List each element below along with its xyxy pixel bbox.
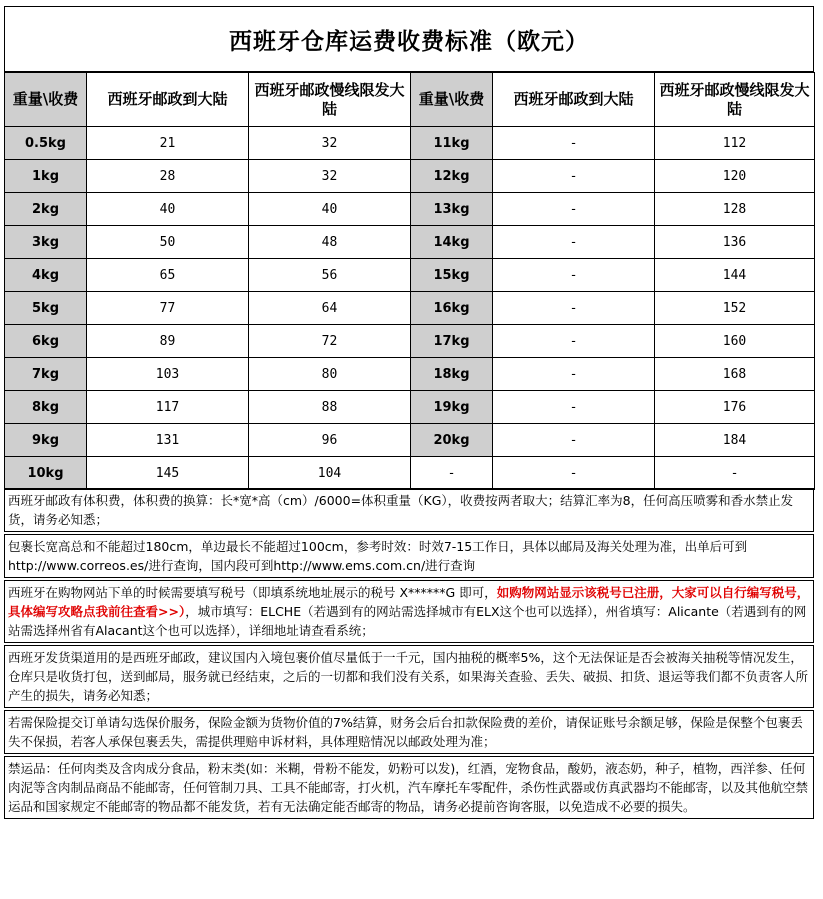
price-cell: - <box>493 391 655 424</box>
price-cell: 28 <box>87 160 249 193</box>
header-express-left: 西班牙邮政到大陆 <box>87 73 249 127</box>
price-cell: 120 <box>655 160 815 193</box>
table-row <box>5 292 815 325</box>
price-cell: 176 <box>655 391 815 424</box>
note-customs: 西班牙发货渠道用的是西班牙邮政，建议国内入境包裹价值尽量低于一千元，国内抽税的概率5%，这个无法保证是否会被海关抽税等情况发生，仓库只是收货打包，送到邮局，服务就已经结束，之后的一切都和我们没有关系，如果海关查验、丢失、破损、扣货、退运等我们都不负责客人所产生的损失，请务必知悉； <box>4 645 814 708</box>
price-cell: 104 <box>249 457 411 490</box>
weight-cell: 15kg <box>411 259 493 292</box>
table-row <box>5 127 815 160</box>
price-cell: 80 <box>249 358 411 391</box>
price-cell: 65 <box>87 259 249 292</box>
price-cell: 144 <box>655 259 815 292</box>
table-header-row <box>5 73 815 127</box>
weight-cell: 10kg <box>5 457 87 490</box>
notes-section <box>4 488 814 819</box>
price-cell: 117 <box>87 391 249 424</box>
table-row <box>5 193 815 226</box>
price-cell: 77 <box>87 292 249 325</box>
tax-id-guide-link[interactable]: 如购物网站显示该税号已注册，大家可以自行编写税号，具体编写攻略点我前往查看>>） <box>8 585 810 619</box>
price-cell: 112 <box>655 127 815 160</box>
weight-cell: - <box>411 457 493 490</box>
weight-cell: 16kg <box>411 292 493 325</box>
table-row <box>5 391 815 424</box>
note-insurance: 若需保险提交订单请勾选保价服务，保险金额为货物价值的7%结算，财务会后台扣款保险费的差价，请保证账号余额足够，保险是保整个包裹丢失不保损，若客人承保包裹丢失，需提供理赔申诉材料，具体理赔情况以邮政处理为准； <box>4 710 814 754</box>
price-cell: - <box>493 457 655 490</box>
weight-cell: 19kg <box>411 391 493 424</box>
price-cell: 56 <box>249 259 411 292</box>
header-slow-right: 西班牙邮政慢线限发大陆 <box>655 73 815 127</box>
price-cell: 184 <box>655 424 815 457</box>
weight-cell: 2kg <box>5 193 87 226</box>
table-row <box>5 424 815 457</box>
table-row <box>5 457 815 490</box>
header-slow-left: 西班牙邮政慢线限发大陆 <box>249 73 411 127</box>
weight-cell: 1kg <box>5 160 87 193</box>
price-cell: 128 <box>655 193 815 226</box>
header-weight-left: 重量\收费 <box>5 73 87 127</box>
price-cell: 50 <box>87 226 249 259</box>
weight-cell: 8kg <box>5 391 87 424</box>
weight-cell: 6kg <box>5 325 87 358</box>
weight-cell: 9kg <box>5 424 87 457</box>
price-cell: 168 <box>655 358 815 391</box>
weight-cell: 18kg <box>411 358 493 391</box>
table-row <box>5 325 815 358</box>
price-cell: 103 <box>87 358 249 391</box>
price-cell: - <box>655 457 815 490</box>
weight-cell: 5kg <box>5 292 87 325</box>
price-cell: - <box>493 325 655 358</box>
note-size-limit: 包裹长宽高总和不能超过180cm，单边最长不能超过100cm，参考时效：时效7-15工作日，具体以邮局及海关处理为准，出单后可到http://www.correos.es/进行查询，国内段可到http://www.ems.com.cn/进行查询 <box>4 534 814 578</box>
weight-cell: 14kg <box>411 226 493 259</box>
price-cell: - <box>493 193 655 226</box>
price-cell: 32 <box>249 127 411 160</box>
weight-cell: 13kg <box>411 193 493 226</box>
table-row <box>5 226 815 259</box>
note-volume-fee: 西班牙邮政有体积费，体积费的换算：长*宽*高（cm）/6000=体积重量（KG），收费按两者取大；结算汇率为8，任何高压喷雾和香水禁止发货，请务必知悉； <box>4 488 814 532</box>
weight-cell: 3kg <box>5 226 87 259</box>
price-cell: 40 <box>87 193 249 226</box>
price-cell: 88 <box>249 391 411 424</box>
weight-cell: 0.5kg <box>5 127 87 160</box>
price-cell: 131 <box>87 424 249 457</box>
page-title: 西班牙仓库运费收费标准（欧元） <box>4 6 814 72</box>
price-cell: - <box>493 259 655 292</box>
price-cell: - <box>493 358 655 391</box>
weight-cell: 12kg <box>411 160 493 193</box>
price-cell: 21 <box>87 127 249 160</box>
price-cell: 160 <box>655 325 815 358</box>
price-cell: 89 <box>87 325 249 358</box>
header-weight-right: 重量\收费 <box>411 73 493 127</box>
price-cell: - <box>493 160 655 193</box>
weight-cell: 20kg <box>411 424 493 457</box>
note-tax-id-text: 西班牙在购物网站下单的时候需要填写税号（即填系统地址展示的税号 X******G 即可， <box>8 585 497 600</box>
weight-cell: 17kg <box>411 325 493 358</box>
price-cell: - <box>493 292 655 325</box>
weight-cell: 11kg <box>411 127 493 160</box>
price-cell: 145 <box>87 457 249 490</box>
price-cell: - <box>493 226 655 259</box>
price-cell: 64 <box>249 292 411 325</box>
header-express-right: 西班牙邮政到大陆 <box>493 73 655 127</box>
note-tax-id <box>4 580 814 643</box>
price-cell: 40 <box>249 193 411 226</box>
price-cell: 96 <box>249 424 411 457</box>
weight-cell: 7kg <box>5 358 87 391</box>
price-cell: 72 <box>249 325 411 358</box>
weight-cell: 4kg <box>5 259 87 292</box>
price-cell: 32 <box>249 160 411 193</box>
price-cell: - <box>493 127 655 160</box>
rate-table <box>4 72 815 490</box>
table-row <box>5 160 815 193</box>
note-prohibited-items: 禁运品：任何肉类及含肉成分食品，粉末类(如：米糊，骨粉不能发，奶粉可以发)，红酒，宠物食品，酸奶，液态奶，种子，植物，西洋参、任何肉泥等含肉制品商品不能邮寄，任何管制刀具、工具不能邮寄，打火机，汽车摩托车零配件，杀伤性武器或仿真武器均不能邮寄，以及其他航空禁运品和国家规定不能邮寄的物品都不能发货，若有无法确定能否邮寄的物品，请务必提前咨询客服，以免造成不必要的损失。 <box>4 756 814 819</box>
price-cell: 48 <box>249 226 411 259</box>
price-cell: - <box>493 424 655 457</box>
price-cell: 136 <box>655 226 815 259</box>
note-tax-id-address: ，城市填写：ELCHE（若遇到有的网站需选择城市有ELX这个也可以选择），州省填写：Alicante（若遇到有的网站需选择州省有Alacant这个也可以选择），详细地址请查看系统； <box>8 604 807 638</box>
table-row <box>5 259 815 292</box>
table-row <box>5 358 815 391</box>
price-cell: 152 <box>655 292 815 325</box>
